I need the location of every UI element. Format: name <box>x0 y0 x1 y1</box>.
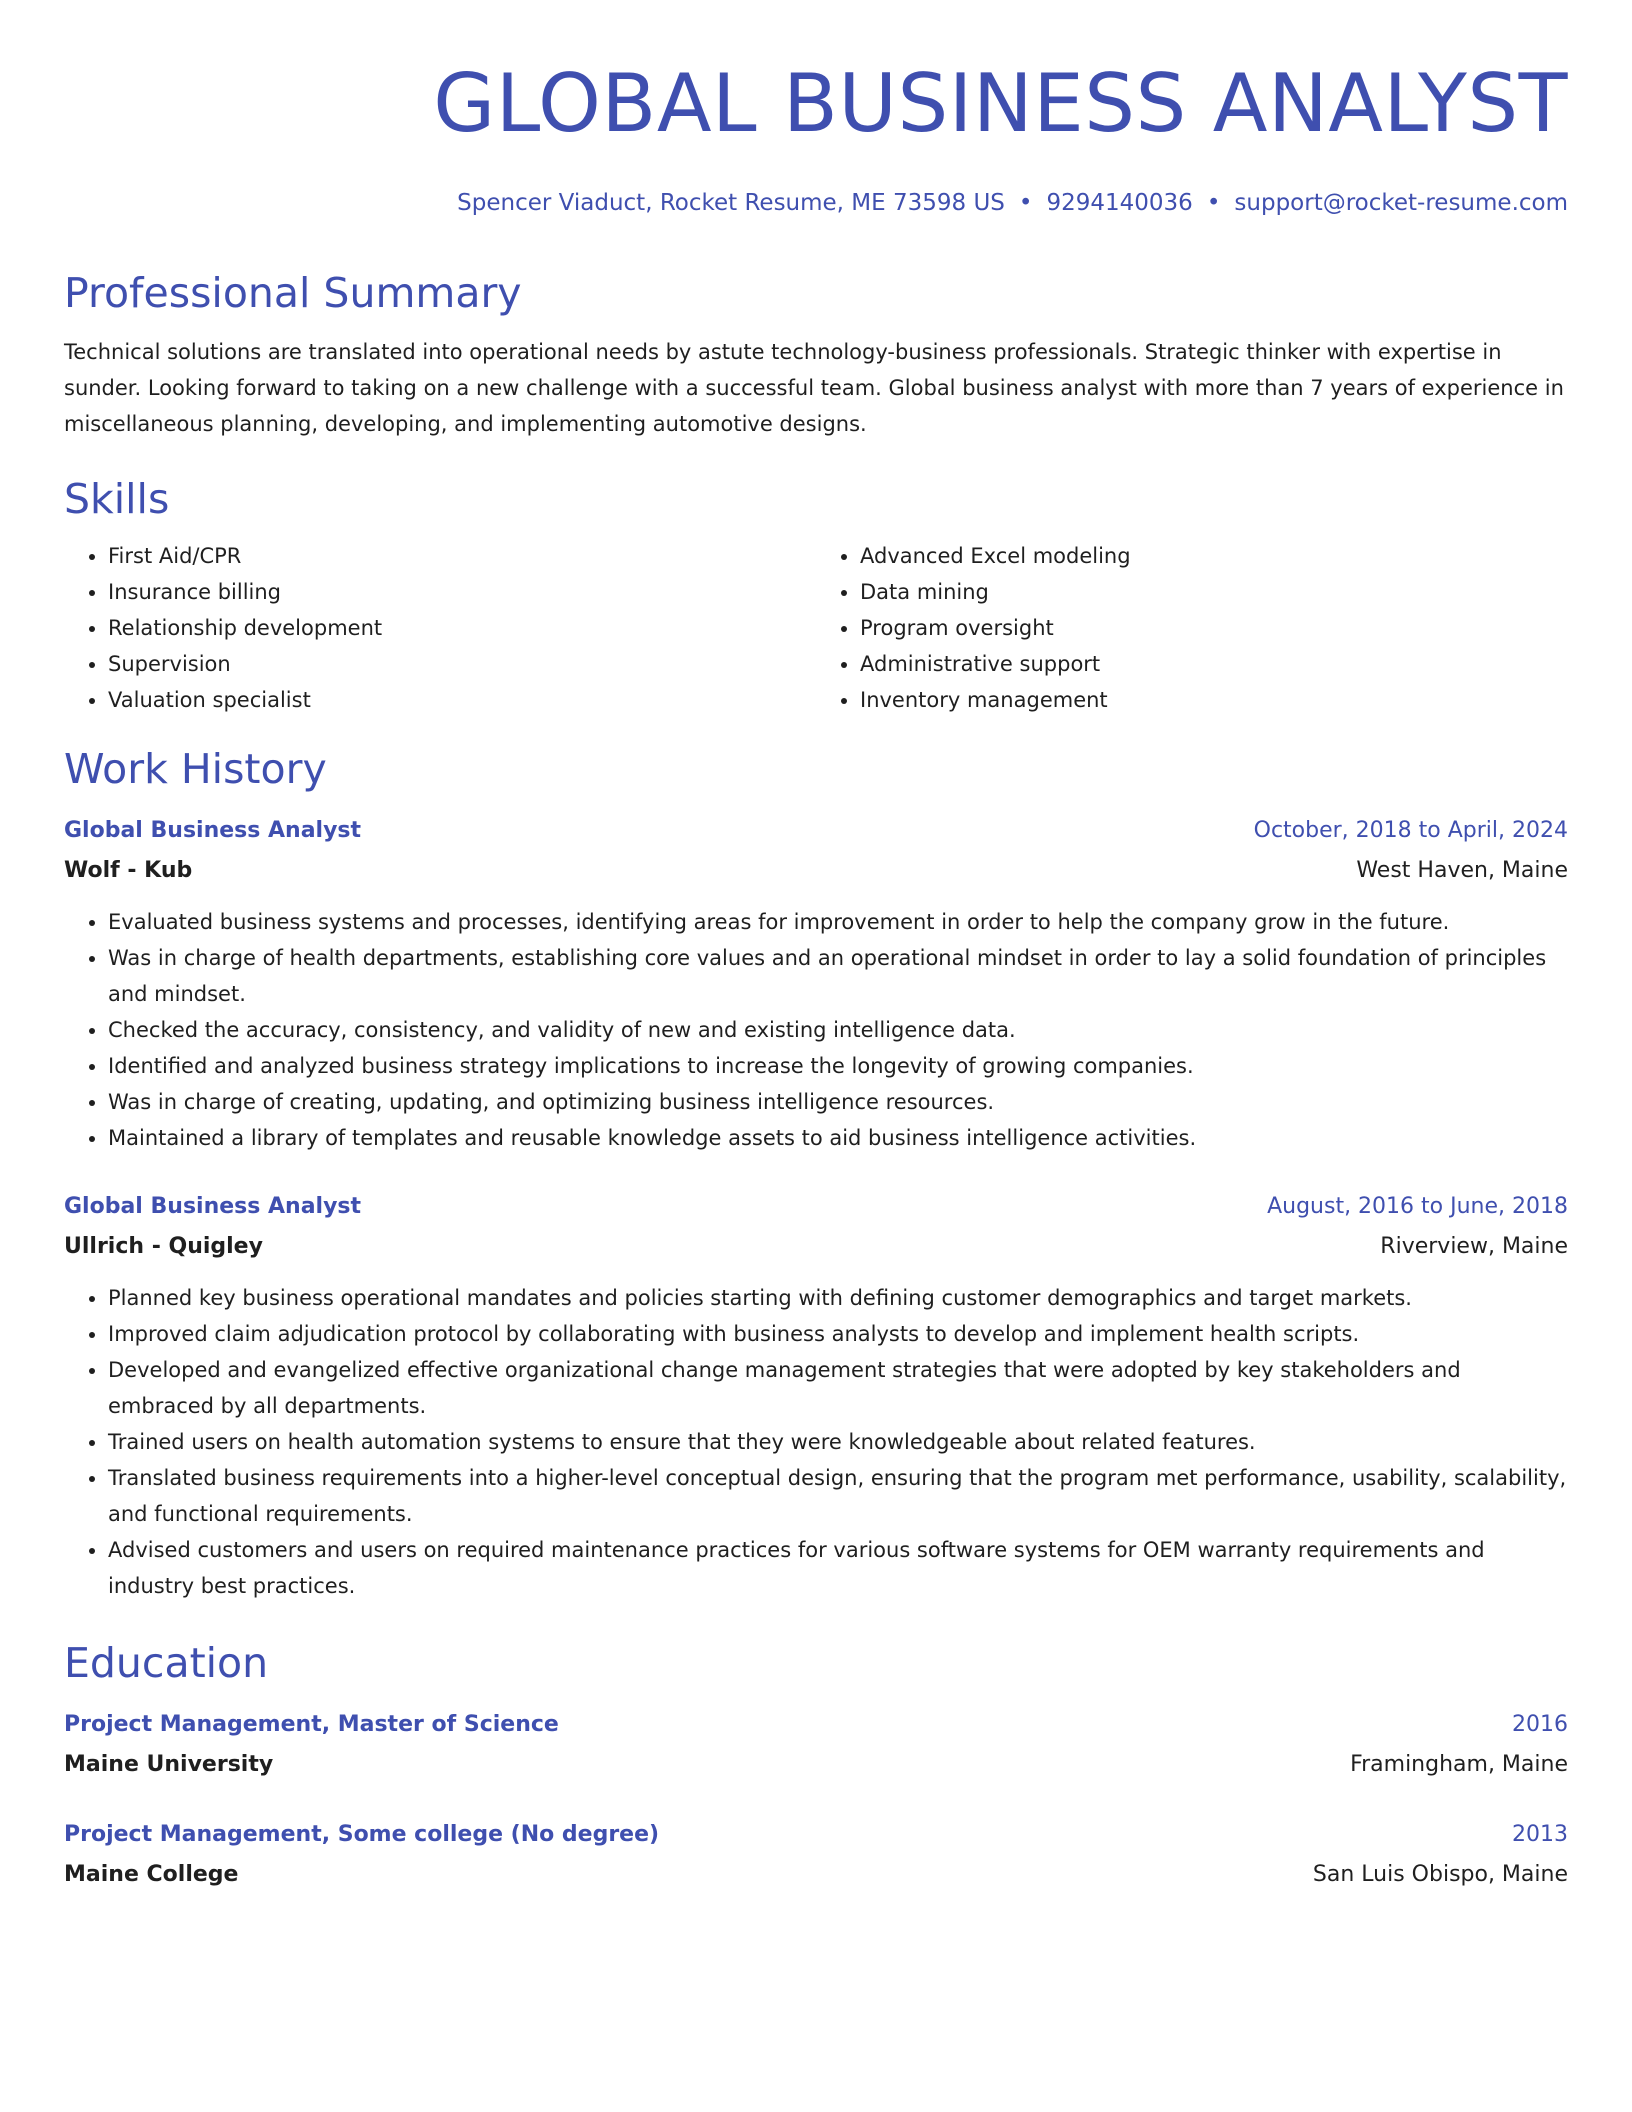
contact-separator: • <box>1206 190 1221 216</box>
summary-text: Technical solutions are translated into operational needs by astute technology-business professionals. Strategic thinker with expertise in sunder. Looking forward to taking on a new challenge with a successful team. Global business analyst with more than 7 years of experience in miscellaneous planning, developing, and implementing automotive designs. <box>64 340 1564 436</box>
job-company: Wolf - Kub <box>64 858 193 883</box>
job-role: Global Business Analyst <box>64 818 362 843</box>
contact-email: support@rocket-resume.com <box>1234 190 1568 216</box>
job-header <box>64 1192 1568 1222</box>
job-subheader <box>64 856 1568 886</box>
job-bullet: • Translated business requirements into a higher-level conceptual design, ensuring that the program met performance, usability, scalability, and functional requirements. <box>108 1460 1568 1532</box>
education-school: Maine College <box>64 1862 239 1887</box>
job-bullet: • Trained users on health automation systems to ensure that they were knowledgeable about related features. <box>108 1424 1568 1460</box>
job-entry <box>64 816 1568 1156</box>
job-entry <box>64 1192 1568 1604</box>
skills-column-right <box>816 538 1568 718</box>
education-header <box>64 1710 1568 1740</box>
skills-column-left <box>64 538 816 718</box>
work-history-heading: Work History <box>64 745 327 793</box>
skill-item: • Relationship development <box>108 610 816 646</box>
job-dates: October, 2018 to April, 2024 <box>1253 818 1568 843</box>
skills-heading: Skills <box>64 475 170 523</box>
job-bullet: • Evaluated business systems and processes, identifying areas for improvement in order to help the company grow in the future. <box>108 904 1568 940</box>
education-degree: Project Management, Master of Science <box>64 1712 559 1737</box>
skills-list <box>64 538 1568 718</box>
education-school: Maine University <box>64 1752 274 1777</box>
skill-item: • Administrative support <box>860 646 1568 682</box>
contact-line <box>64 188 1568 218</box>
education-heading: Education <box>64 1639 269 1687</box>
education-year: 2016 <box>1512 1712 1568 1737</box>
job-bullet: • Identified and analyzed business strategy implications to increase the longevity of growing companies. <box>108 1048 1568 1084</box>
education-subheader <box>64 1860 1568 1890</box>
education-header <box>64 1820 1568 1850</box>
education-location: San Luis Obispo, Maine <box>1312 1862 1568 1887</box>
job-bullet: • Planned key business operational mandates and policies starting with defining customer demographics and target markets. <box>108 1280 1568 1316</box>
skill-item: • Advanced Excel modeling <box>860 538 1568 574</box>
resume-title: GLOBAL BUSINESS ANALYST <box>433 57 1568 150</box>
job-company: Ullrich - Quigley <box>64 1234 263 1259</box>
skill-item: • Insurance billing <box>108 574 816 610</box>
skill-item: • Data mining <box>860 574 1568 610</box>
skill-item: • Valuation specialist <box>108 682 816 718</box>
job-bullets <box>64 1280 1568 1604</box>
education-location: Framingham, Maine <box>1350 1752 1568 1777</box>
skill-item: • Inventory management <box>860 682 1568 718</box>
contact-separator: • <box>1018 190 1033 216</box>
job-header <box>64 816 1568 846</box>
job-role: Global Business Analyst <box>64 1194 362 1219</box>
skill-item: • Program oversight <box>860 610 1568 646</box>
job-bullet: • Maintained a library of templates and reusable knowledge assets to aid business intelligence activities. <box>108 1120 1568 1156</box>
education-subheader <box>64 1750 1568 1780</box>
summary-heading: Professional Summary <box>64 269 522 317</box>
job-location: Riverview, Maine <box>1380 1234 1568 1259</box>
education-entry <box>64 1710 1568 1780</box>
education-year: 2013 <box>1512 1822 1568 1847</box>
skill-item: • Supervision <box>108 646 816 682</box>
job-subheader <box>64 1232 1568 1262</box>
job-bullet: • Developed and evangelized effective organizational change management strategies that were adopted by key stakeholders and embraced by all departments. <box>108 1352 1568 1424</box>
contact-phone: 9294140036 <box>1046 190 1193 216</box>
education-degree: Project Management, Some college (No degree) <box>64 1822 660 1847</box>
job-bullet: • Improved claim adjudication protocol by collaborating with business analysts to develop and implement health scripts. <box>108 1316 1568 1352</box>
skill-item: • First Aid/CPR <box>108 538 816 574</box>
education-entry <box>64 1820 1568 1890</box>
job-bullet: • Was in charge of creating, updating, and optimizing business intelligence resources. <box>108 1084 1568 1120</box>
job-dates: August, 2016 to June, 2018 <box>1267 1194 1568 1219</box>
job-bullet: • Was in charge of health departments, establishing core values and an operational mindset in order to lay a solid foundation of principles and mindset. <box>108 940 1568 1012</box>
job-bullet: • Advised customers and users on required maintenance practices for various software systems for OEM warranty requirements and industry best practices. <box>108 1532 1568 1604</box>
resume-page <box>64 56 1568 1890</box>
contact-address: Spencer Viaduct, Rocket Resume, ME 73598 US <box>457 190 1005 216</box>
job-bullets <box>64 904 1568 1156</box>
job-location: West Haven, Maine <box>1356 858 1568 883</box>
job-bullet: • Checked the accuracy, consistency, and validity of new and existing intelligence data. <box>108 1012 1568 1048</box>
